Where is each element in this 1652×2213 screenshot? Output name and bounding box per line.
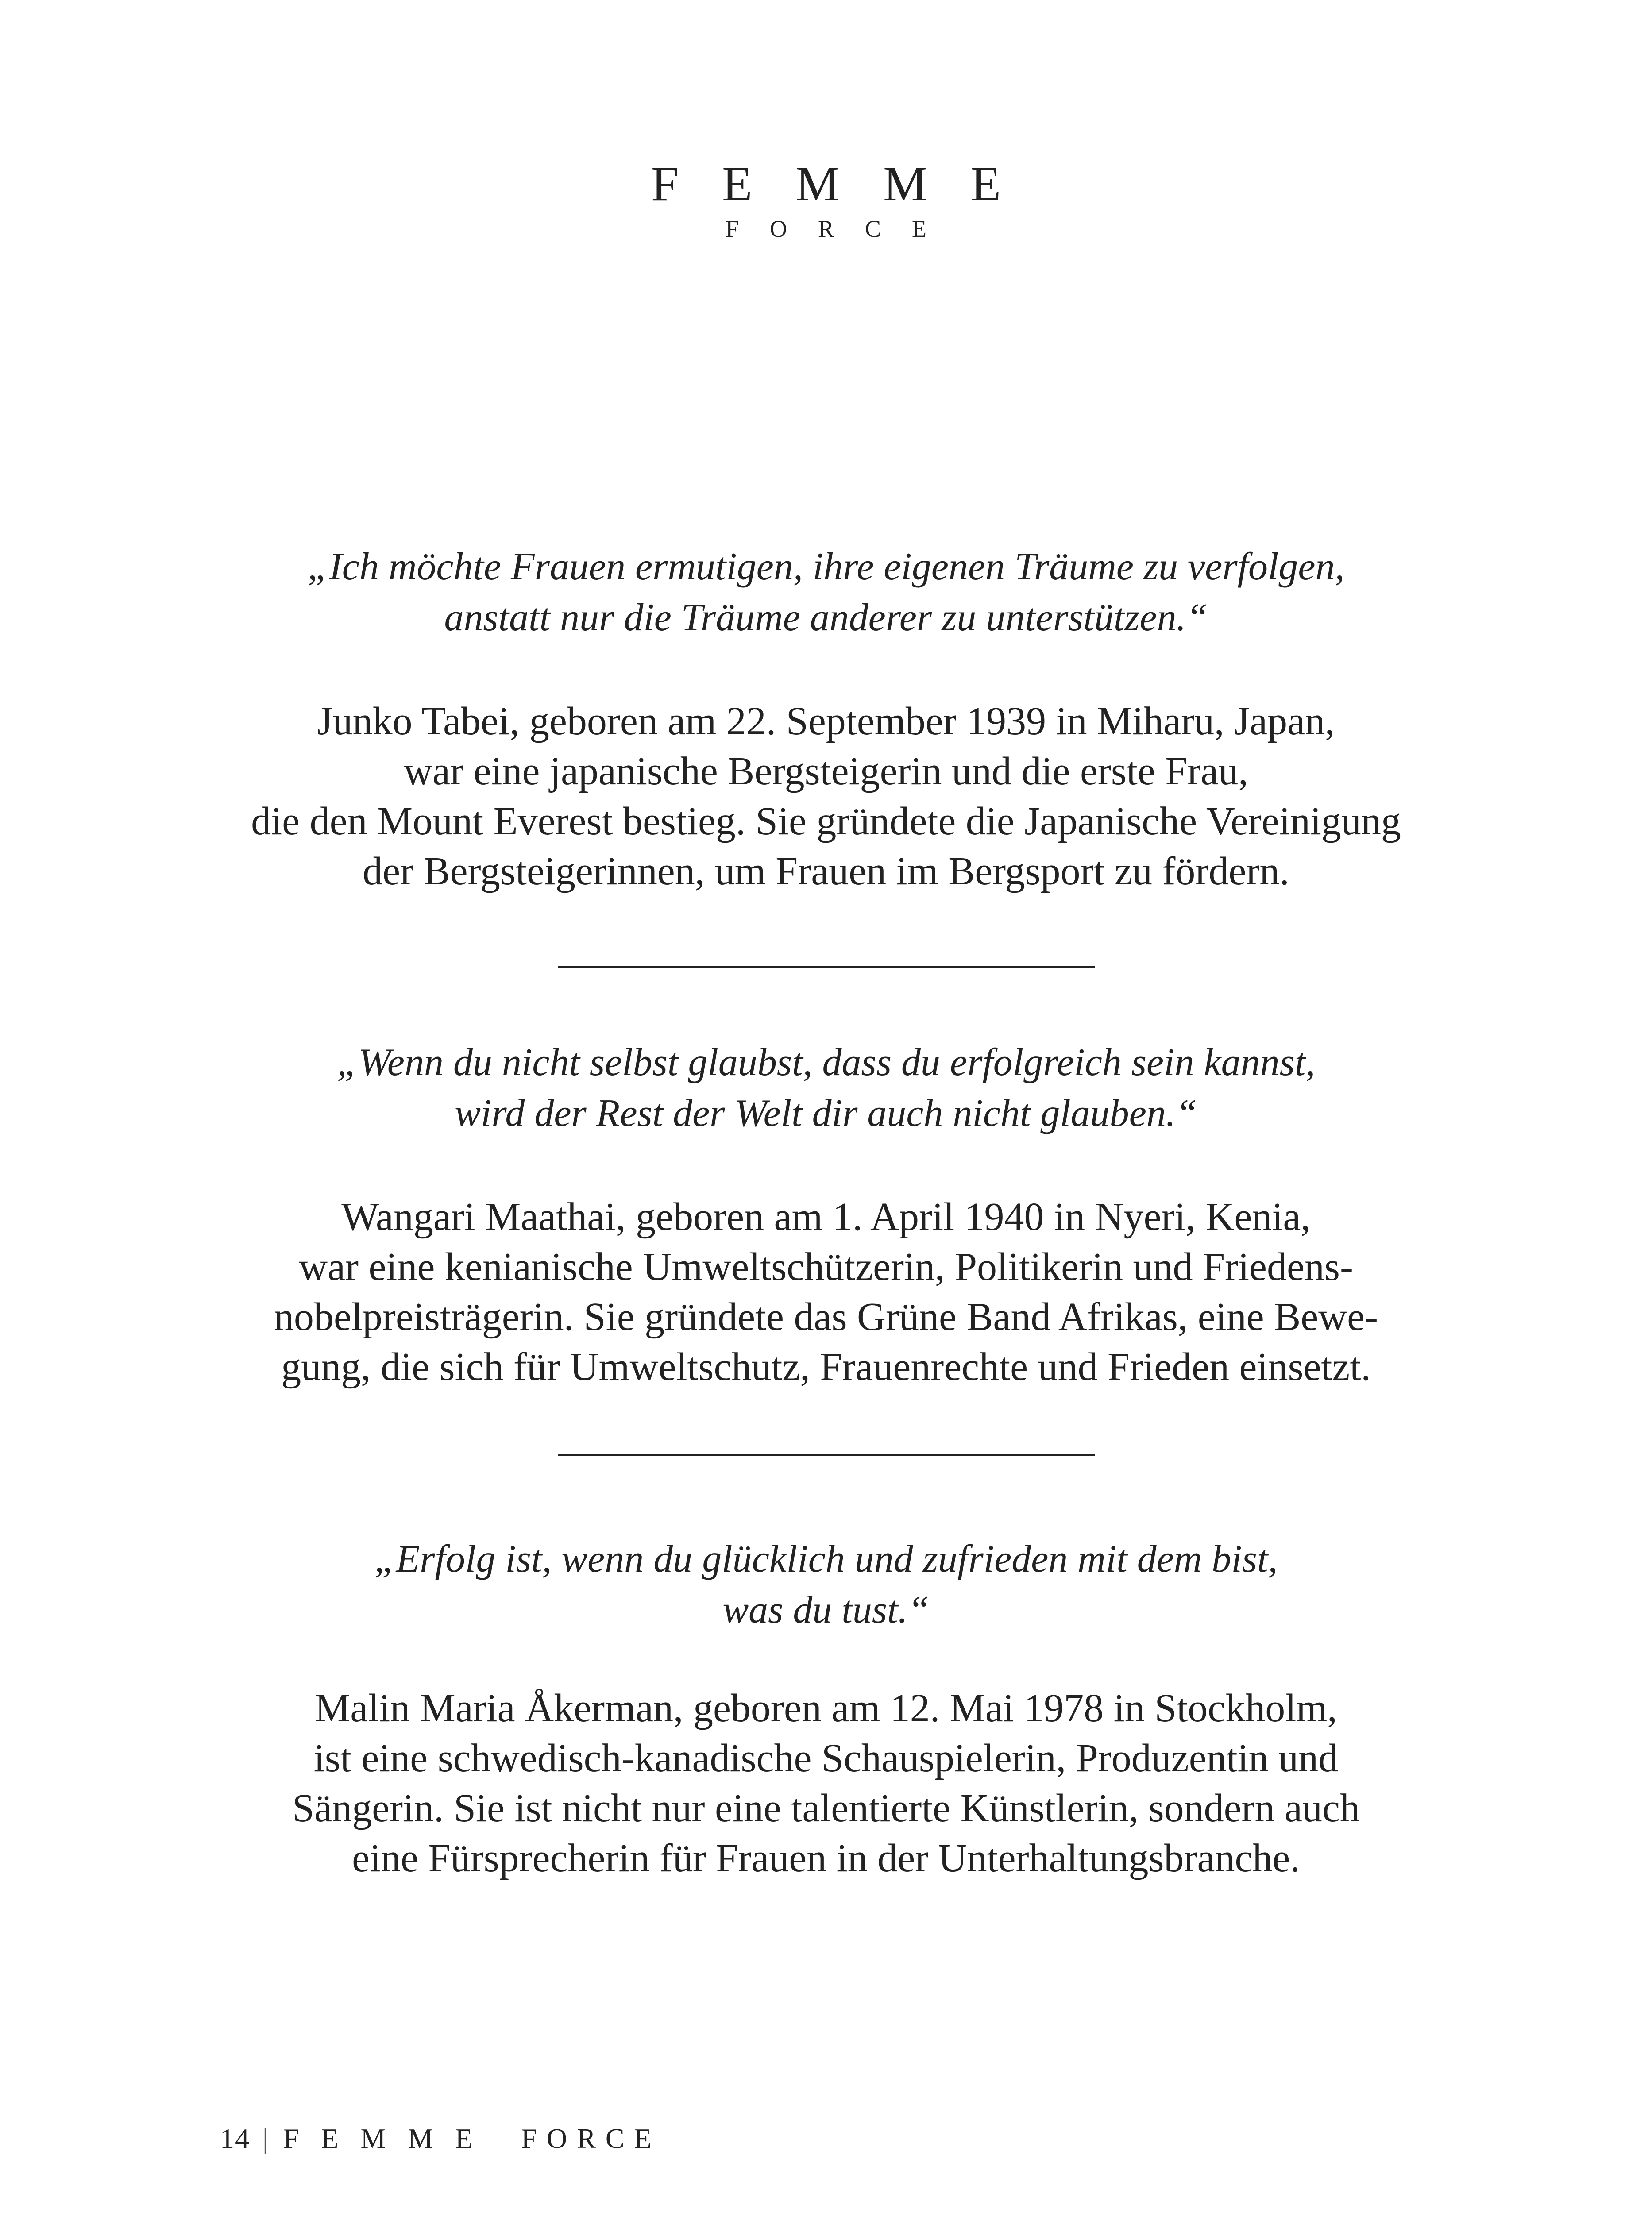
masthead-subtitle: FORCE <box>725 216 958 242</box>
quote <box>159 541 1493 643</box>
bio-line: Junko Tabei, geboren am 22. September 1939 in Miharu, Japan, <box>317 699 1335 743</box>
page-number: 14 <box>220 2123 250 2154</box>
quote <box>159 1037 1493 1139</box>
bio-malin-akerman <box>159 1683 1493 1883</box>
bio-line: nobelpreisträgerin. Sie gründete das Grüne Band Afrikas, eine Bewe- <box>274 1295 1378 1339</box>
bio-line: gung, die sich für Umweltschutz, Frauenrechte und Frieden einsetzt. <box>281 1345 1371 1389</box>
masthead-title: FEMME <box>651 157 1045 212</box>
biography <box>159 1192 1493 1392</box>
masthead <box>0 159 1652 241</box>
bio-junko-tabei <box>159 696 1493 896</box>
entry-junko-tabei <box>159 541 1493 643</box>
quote-line: „Ich möchte Frauen ermutigen, ihre eigenen Träume zu verfolgen, <box>307 545 1345 588</box>
biography <box>159 696 1493 896</box>
quote-line: anstatt nur die Träume anderer zu unterstützen.“ <box>444 596 1208 639</box>
bio-line: war eine japanische Bergsteigerin und die erste Frau, <box>404 749 1248 793</box>
bio-line: war eine kenianische Umweltschützerin, Politikerin und Friedens- <box>299 1245 1353 1289</box>
page-footer <box>220 2124 661 2153</box>
bio-wangari-maathai <box>159 1192 1493 1392</box>
quote-line: „Erfolg ist, wenn du glücklich und zufrieden mit dem bist, <box>374 1538 1278 1581</box>
quote-line: wird der Rest der Welt dir auch nicht glauben.“ <box>455 1092 1197 1135</box>
section-divider <box>558 1454 1095 1456</box>
footer-separator: | <box>262 2123 268 2154</box>
entry-wangari-maathai <box>159 1037 1493 1139</box>
footer-force: FORCE <box>521 2123 661 2154</box>
quote <box>159 1534 1493 1635</box>
quote-line: was du tust.“ <box>722 1588 930 1631</box>
bio-line: Malin Maria Åkerman, geboren am 12. Mai 1978 in Stockholm, <box>315 1686 1337 1730</box>
quote-line: „Wenn du nicht selbst glaubst, dass du erfolgreich sein kannst, <box>336 1041 1316 1084</box>
footer-femme: FEMME <box>283 2123 495 2154</box>
biography <box>159 1683 1493 1883</box>
bio-line: Sängerin. Sie ist nicht nur eine talentierte Künstlerin, sondern auch <box>292 1786 1360 1830</box>
bio-line: eine Fürsprecherin für Frauen in der Unterhaltungsbranche. <box>352 1836 1300 1880</box>
bio-line: der Bergsteigerinnen, um Frauen im Bergsport zu fördern. <box>363 849 1289 893</box>
bio-line: Wangari Maathai, geboren am 1. April 1940 in Nyeri, Kenia, <box>341 1195 1311 1239</box>
section-divider <box>558 966 1095 968</box>
bio-line: die den Mount Everest bestieg. Sie gründete die Japanische Vereinigung <box>251 799 1401 843</box>
entry-malin-akerman <box>159 1534 1493 1635</box>
bio-line: ist eine schwedisch-kanadische Schauspielerin, Produzentin und <box>313 1736 1339 1780</box>
